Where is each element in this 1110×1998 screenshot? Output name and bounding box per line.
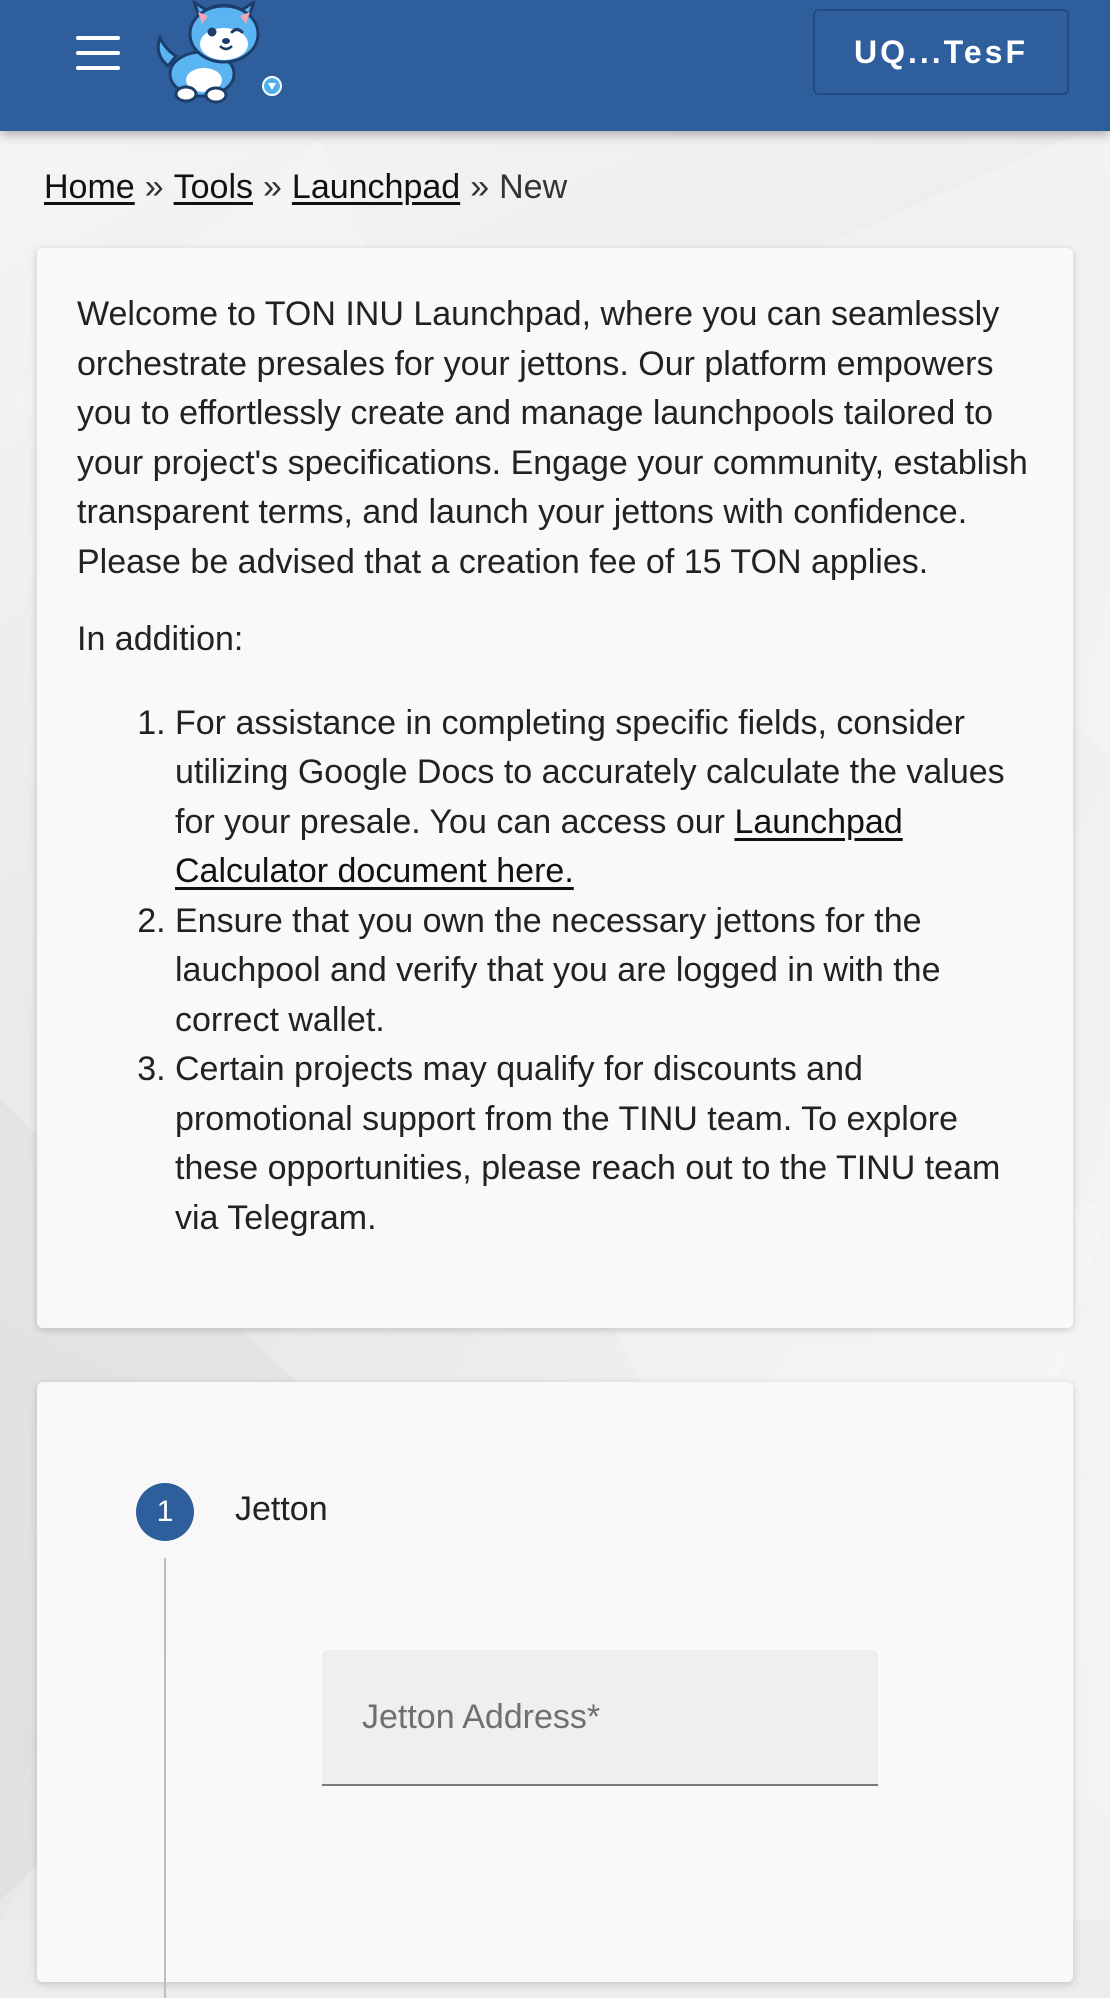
breadcrumb-separator: » [263, 168, 282, 206]
step-connector-line [164, 1558, 166, 1998]
menu-button[interactable] [62, 28, 134, 78]
top-app-bar [0, 0, 1110, 131]
breadcrumb-launchpad-link[interactable]: Launchpad [291, 168, 461, 206]
list-item [175, 1045, 1033, 1243]
shiba-logo-icon[interactable] [150, 0, 290, 106]
list-item-text: For assistance in completing specific fields, consider utilizing Google Docs to accurately calculate the values for your presale. You can access our [175, 703, 1005, 841]
breadcrumb-separator: » [470, 168, 490, 206]
breadcrumb-current: New [499, 168, 568, 206]
launchpad-intro-card [37, 248, 1073, 1328]
intro-paragraph: Welcome to TON INU Launchpad, where you can seamlessly orchestrate presales for your jettons. Our platform empowers you to effortlessly create and manage launchpools tailored to your project's specifications. Engage your community, establish transparent terms, and launch your jettons with confidence. Please be advised that a creation fee of 15 TON applies. [77, 295, 1028, 581]
intro-steps-list [77, 699, 1033, 1244]
step-number-badge[interactable]: 1 [136, 1483, 194, 1541]
step-label[interactable]: Jetton [235, 1490, 328, 1528]
jetton-address-field[interactable] [322, 1650, 878, 1786]
breadcrumb-tools-link[interactable]: Tools [173, 168, 253, 206]
list-item-text: Ensure that you own the necessary jettons for the lauchpool and verify that you are logged in with the correct wallet. [175, 901, 941, 1039]
breadcrumb-separator: » [144, 168, 164, 206]
menu-line [76, 66, 120, 70]
list-item-text: Certain projects may qualify for discounts and promotional support from the TINU team. To explore these opportunities, please reach out to the TINU team via Telegram. [175, 1050, 1001, 1237]
jetton-address-input[interactable] [322, 1650, 878, 1784]
list-item [175, 699, 1033, 897]
launchpad-calculator-link[interactable]: Launchpad Calculator document here. [175, 802, 903, 890]
intro-addition-label: In addition: [77, 620, 244, 658]
breadcrumb-home-link[interactable]: Home [44, 168, 135, 206]
menu-line [76, 51, 120, 55]
breadcrumb [44, 168, 567, 207]
list-item [175, 897, 1033, 1046]
launchpad-form-card [37, 1382, 1073, 1982]
menu-line [76, 36, 120, 40]
wallet-address-button[interactable]: UQ...TesF [813, 9, 1069, 95]
